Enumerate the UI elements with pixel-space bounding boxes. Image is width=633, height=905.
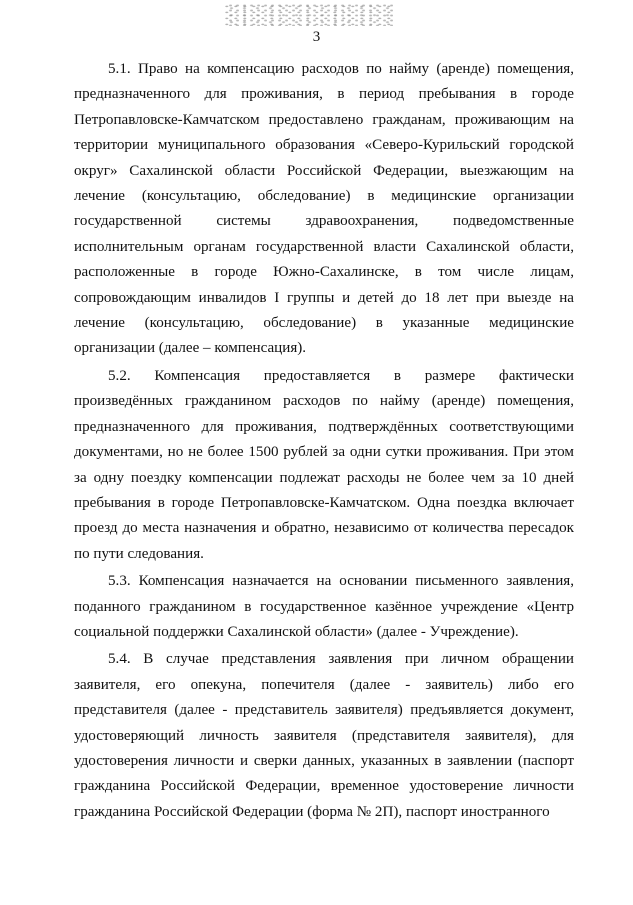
document-body bbox=[74, 57, 574, 825]
paragraph-5-3: 5.3. Компенсация назначается на основании письменного заявления, поданного гражданином в государственное казённое учреждение «Центр социальной поддержки Сахалинской области» (далее - Учреждение). bbox=[74, 573, 574, 640]
paragraph-5-1: 5.1. Право на компенсацию расходов по найму (аренде) помещения, предназначенного для проживания, в период пребывания в городе Петропавловске-Камчатском предоставлено гражданам, проживающим на территории муниципального образования «Северо-Курильский городской округ» Сахалинской области Российской Федерации, выезжающим на лечение (консультацию, обследование) в медицинские организации государственной системы здравоохранения, подведомственные исполнительным органам государственной власти Сахалинской области, расположенные в городе Южно-Сахалинске, в том числе лицам, сопровождающим инвалидов I группы и детей до 18 лет при выезде на лечение (консультацию, обследование) в указанные медицинские организации (далее – компенсация). bbox=[74, 61, 574, 357]
page-number: 3 bbox=[312, 29, 321, 45]
paragraph-5-4: 5.4. В случае представления заявления при личном обращении заявителя, его опекуна, попечителя (далее - заявитель) либо его представителя (далее - представитель заявителя) предъявляется документ, удостоверяющий личность заявителя (представителя заявителя), для удостоверения личности и сверки данных, указанных в заявлении (паспорт гражданина Российской Федерации, временное удостоверение личности гражданина Российской Федерации (форма № 2П), паспорт иностранного bbox=[74, 651, 574, 820]
paragraph-5-2: 5.2. Компенсация предоставляется в размере фактически произведённых гражданином расходов по найму (аренде) помещения, предназначенного для проживания, подтверждённых соответствующими документами, но не более 1500 рублей за одни сутки проживания. При этом за одну поездку компенсации подлежат расходы не более чем за 10 дней пребывания в городе Петропавловске-Камчатском. Одна поездка включает проезд до места назначения и обратно, независимо от количества пересадок по пути следования. bbox=[74, 367, 574, 562]
scan-artifact bbox=[225, 4, 395, 26]
